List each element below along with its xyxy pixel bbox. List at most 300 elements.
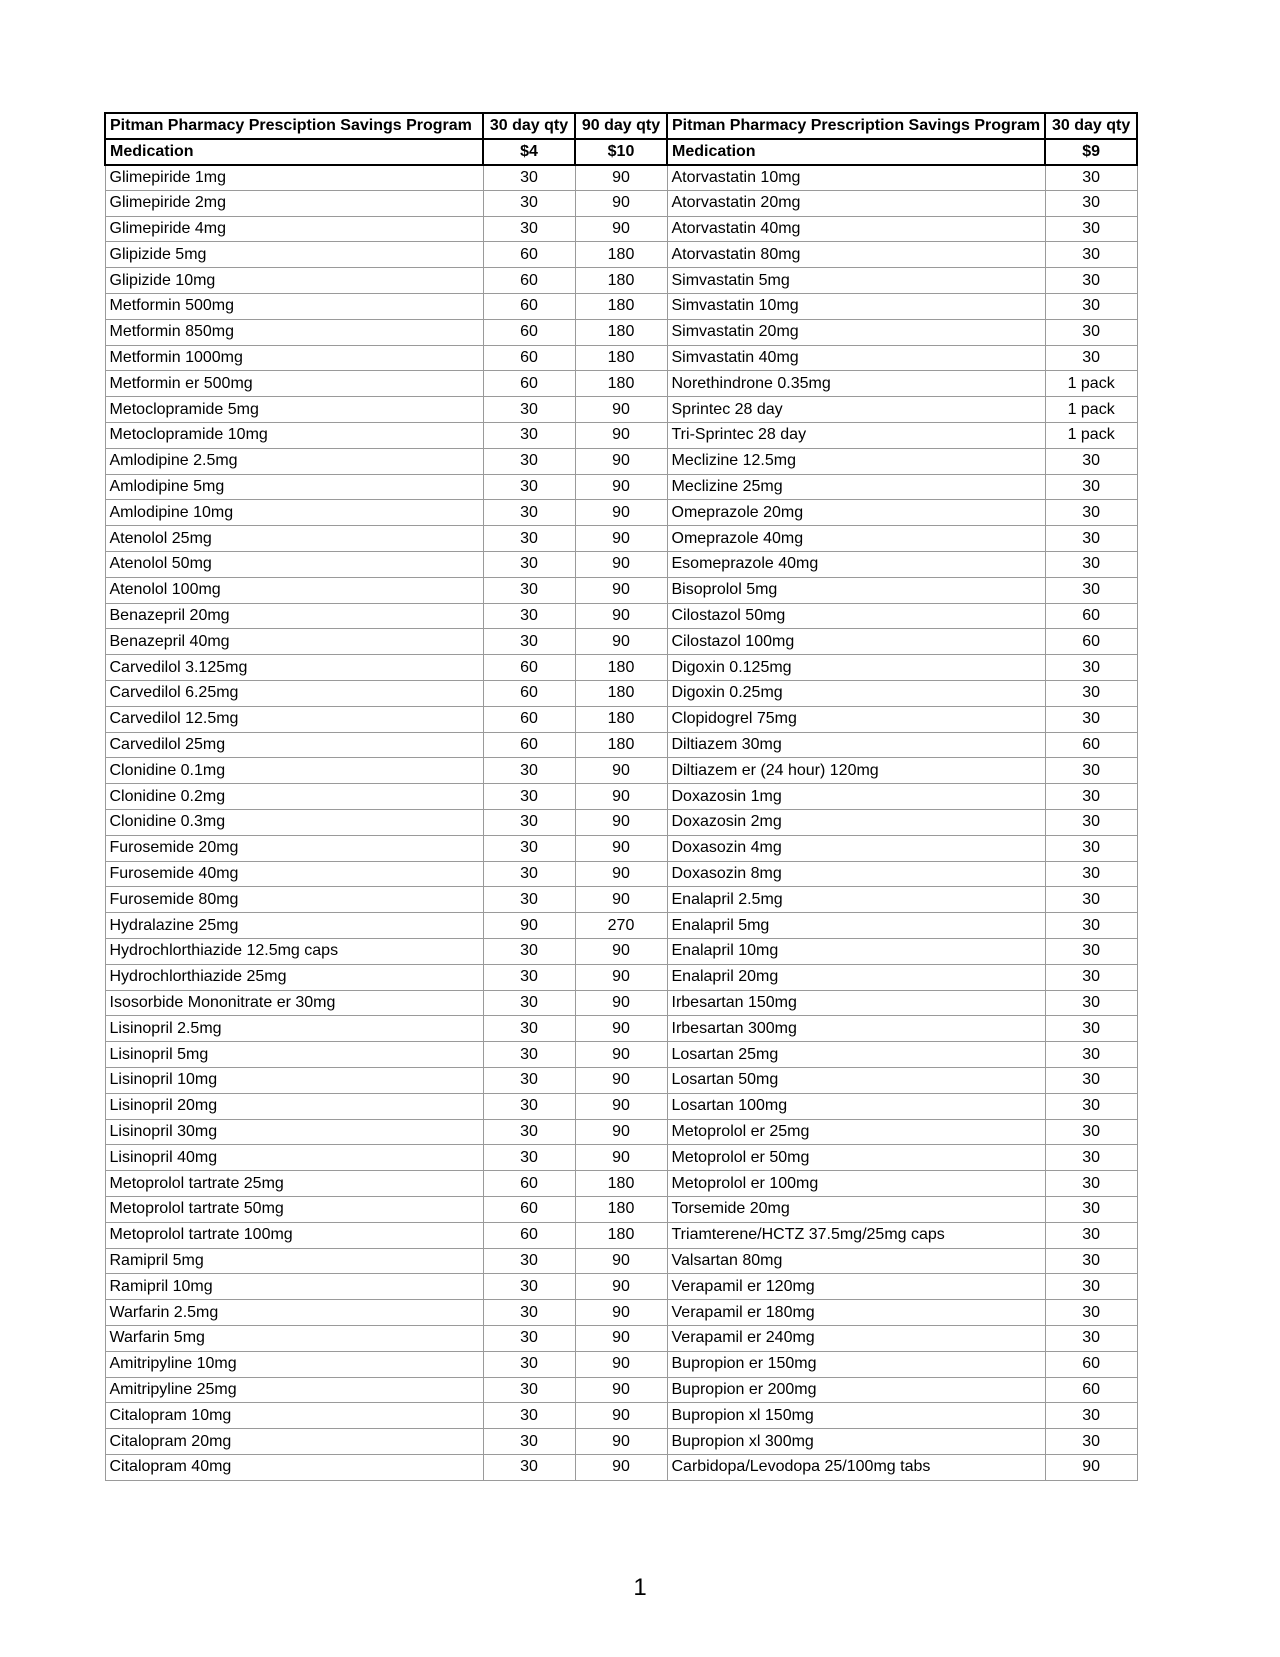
left-medication-name: Isosorbide Mononitrate er 30mg	[105, 990, 483, 1016]
table-row	[105, 294, 1137, 320]
left-30-day-qty: 30	[483, 1454, 575, 1480]
left-medication-name: Atenolol 50mg	[105, 552, 483, 578]
table-row	[105, 732, 1137, 758]
table-row	[105, 1222, 1137, 1248]
left-medication-name: Amlodipine 10mg	[105, 500, 483, 526]
right-30-day-qty: 60	[1045, 732, 1137, 758]
left-medication-name: Benazepril 20mg	[105, 603, 483, 629]
left-medication-name: Amlodipine 5mg	[105, 474, 483, 500]
left-90-day-price: $10	[575, 139, 667, 165]
right-30-day-qty: 30	[1045, 577, 1137, 603]
medication-table-body	[105, 113, 1137, 1480]
left-medication-name: Metformin er 500mg	[105, 371, 483, 397]
table-row	[105, 1300, 1137, 1326]
right-30-day-qty: 60	[1045, 629, 1137, 655]
right-30-day-qty: 30	[1045, 1171, 1137, 1197]
right-medication-name: Triamterene/HCTZ 37.5mg/25mg caps	[667, 1222, 1045, 1248]
table-row	[105, 1403, 1137, 1429]
right-medication-name: Clopidogrel 75mg	[667, 706, 1045, 732]
left-30-day-qty: 30	[483, 939, 575, 965]
right-medication-name: Bupropion xl 150mg	[667, 1403, 1045, 1429]
table-row	[105, 345, 1137, 371]
right-medication-name: Bupropion xl 300mg	[667, 1429, 1045, 1455]
right-program-title: Pitman Pharmacy Prescription Savings Program	[667, 113, 1045, 139]
right-30-day-qty: 30	[1045, 526, 1137, 552]
table-row	[105, 268, 1137, 294]
left-medication-name: Glipizide 10mg	[105, 268, 483, 294]
left-30-day-qty: 60	[483, 1196, 575, 1222]
left-program-title: Pitman Pharmacy Presciption Savings Program	[105, 113, 483, 139]
left-medication-name: Clonidine 0.2mg	[105, 784, 483, 810]
table-row	[105, 629, 1137, 655]
right-30-day-price: $9	[1045, 139, 1137, 165]
right-30-day-qty: 30	[1045, 835, 1137, 861]
left-90-day-qty: 90	[575, 1325, 667, 1351]
left-90-day-qty: 90	[575, 474, 667, 500]
left-30-day-qty: 30	[483, 190, 575, 216]
left-medication-name: Amlodipine 2.5mg	[105, 448, 483, 474]
left-90-day-qty: 180	[575, 732, 667, 758]
table-row	[105, 810, 1137, 836]
table-row	[105, 1454, 1137, 1480]
table-row	[105, 319, 1137, 345]
left-30-day-qty: 60	[483, 681, 575, 707]
right-30-day-qty: 30	[1045, 242, 1137, 268]
left-90-day-qty: 90	[575, 990, 667, 1016]
right-medication-name: Diltiazem er (24 hour) 120mg	[667, 758, 1045, 784]
right-medication-name: Losartan 50mg	[667, 1067, 1045, 1093]
price-header-row	[105, 139, 1137, 165]
left-90-day-qty: 90	[575, 887, 667, 913]
left-30-day-qty: 30	[483, 448, 575, 474]
table-row	[105, 242, 1137, 268]
left-30-day-qty: 30	[483, 1067, 575, 1093]
left-30-day-qty: 30	[483, 1119, 575, 1145]
left-medication-name: Lisinopril 20mg	[105, 1093, 483, 1119]
right-medication-name: Verapamil er 180mg	[667, 1300, 1045, 1326]
right-medication-name: Meclizine 12.5mg	[667, 448, 1045, 474]
table-row	[105, 1351, 1137, 1377]
left-30-day-qty: 30	[483, 784, 575, 810]
left-90-day-qty: 180	[575, 655, 667, 681]
right-medication-name: Atorvastatin 80mg	[667, 242, 1045, 268]
right-medication-name: Omeprazole 40mg	[667, 526, 1045, 552]
right-medication-name: Digoxin 0.125mg	[667, 655, 1045, 681]
right-medication-name: Simvastatin 5mg	[667, 268, 1045, 294]
left-90-day-qty: 90	[575, 500, 667, 526]
right-30-day-qty: 30	[1045, 1429, 1137, 1455]
left-30-day-qty: 30	[483, 423, 575, 449]
right-medication-name: Metoprolol er 100mg	[667, 1171, 1045, 1197]
table-row	[105, 474, 1137, 500]
right-30-day-qty: 30	[1045, 1042, 1137, 1068]
left-medication-name: Amitripyline 25mg	[105, 1377, 483, 1403]
left-90-day-qty: 180	[575, 706, 667, 732]
left-90-day-qty: 180	[575, 345, 667, 371]
right-medication-name: Diltiazem 30mg	[667, 732, 1045, 758]
left-90-day-qty: 270	[575, 913, 667, 939]
left-medication-name: Hydralazine 25mg	[105, 913, 483, 939]
right-medication-name: Verapamil er 120mg	[667, 1274, 1045, 1300]
left-30-day-qty: 60	[483, 706, 575, 732]
left-medication-name: Lisinopril 40mg	[105, 1145, 483, 1171]
left-30-day-qty-header: 30 day qty	[483, 113, 575, 139]
left-30-day-qty: 30	[483, 810, 575, 836]
table-row	[105, 552, 1137, 578]
right-30-day-qty: 30	[1045, 1119, 1137, 1145]
left-30-day-qty: 30	[483, 990, 575, 1016]
left-90-day-qty: 90	[575, 1093, 667, 1119]
right-medication-name: Doxasozin 4mg	[667, 835, 1045, 861]
right-30-day-qty: 30	[1045, 552, 1137, 578]
left-medication-name: Metformin 850mg	[105, 319, 483, 345]
left-30-day-qty: 60	[483, 319, 575, 345]
left-90-day-qty: 90	[575, 1119, 667, 1145]
left-90-day-qty: 90	[575, 810, 667, 836]
left-30-day-qty: 30	[483, 1093, 575, 1119]
left-30-day-qty: 30	[483, 887, 575, 913]
left-medication-name: Hydrochlorthiazide 25mg	[105, 964, 483, 990]
left-medication-header: Medication	[105, 139, 483, 165]
left-90-day-qty: 90	[575, 1300, 667, 1326]
right-30-day-qty: 30	[1045, 345, 1137, 371]
left-30-day-qty: 30	[483, 1248, 575, 1274]
right-medication-name: Losartan 100mg	[667, 1093, 1045, 1119]
right-30-day-qty: 60	[1045, 603, 1137, 629]
left-30-day-qty: 60	[483, 268, 575, 294]
left-medication-name: Metoprolol tartrate 50mg	[105, 1196, 483, 1222]
table-row	[105, 1042, 1137, 1068]
right-medication-name: Esomeprazole 40mg	[667, 552, 1045, 578]
left-90-day-qty: 180	[575, 1196, 667, 1222]
left-90-day-qty: 180	[575, 242, 667, 268]
left-90-day-qty: 90	[575, 1377, 667, 1403]
program-header-row	[105, 113, 1137, 139]
table-row	[105, 1274, 1137, 1300]
table-row	[105, 1067, 1137, 1093]
right-30-day-qty: 30	[1045, 1325, 1137, 1351]
table-row	[105, 1325, 1137, 1351]
right-30-day-qty: 30	[1045, 448, 1137, 474]
left-medication-name: Clonidine 0.1mg	[105, 758, 483, 784]
left-30-day-qty: 30	[483, 500, 575, 526]
left-medication-name: Metoprolol tartrate 25mg	[105, 1171, 483, 1197]
right-medication-name: Doxasozin 8mg	[667, 861, 1045, 887]
right-30-day-qty: 30	[1045, 1274, 1137, 1300]
left-30-day-qty: 60	[483, 1171, 575, 1197]
left-90-day-qty: 180	[575, 268, 667, 294]
left-90-day-qty: 90	[575, 1145, 667, 1171]
left-medication-name: Carvedilol 3.125mg	[105, 655, 483, 681]
table-row	[105, 784, 1137, 810]
left-medication-name: Metoclopramide 5mg	[105, 397, 483, 423]
left-30-day-qty: 30	[483, 577, 575, 603]
left-30-day-qty: 30	[483, 1016, 575, 1042]
left-90-day-qty: 90	[575, 1454, 667, 1480]
left-medication-name: Furosemide 20mg	[105, 835, 483, 861]
left-30-day-qty: 30	[483, 1351, 575, 1377]
left-90-day-qty: 180	[575, 319, 667, 345]
left-medication-name: Ramipril 5mg	[105, 1248, 483, 1274]
left-30-day-qty: 60	[483, 371, 575, 397]
left-90-day-qty: 90	[575, 603, 667, 629]
left-medication-name: Citalopram 10mg	[105, 1403, 483, 1429]
table-row	[105, 939, 1137, 965]
right-30-day-qty: 30	[1045, 655, 1137, 681]
left-30-day-qty: 30	[483, 397, 575, 423]
left-medication-name: Benazepril 40mg	[105, 629, 483, 655]
left-medication-name: Atenolol 100mg	[105, 577, 483, 603]
left-medication-name: Warfarin 5mg	[105, 1325, 483, 1351]
left-90-day-qty: 90	[575, 448, 667, 474]
right-30-day-qty: 30	[1045, 887, 1137, 913]
left-medication-name: Clonidine 0.3mg	[105, 810, 483, 836]
medication-price-table	[104, 112, 1138, 1481]
left-90-day-qty-header: 90 day qty	[575, 113, 667, 139]
left-90-day-qty: 90	[575, 1016, 667, 1042]
left-medication-name: Lisinopril 10mg	[105, 1067, 483, 1093]
table-row	[105, 1429, 1137, 1455]
left-30-day-qty: 30	[483, 1377, 575, 1403]
left-30-day-qty: 30	[483, 552, 575, 578]
right-medication-name: Omeprazole 20mg	[667, 500, 1045, 526]
right-medication-name: Atorvastatin 10mg	[667, 165, 1045, 191]
right-medication-name: Cilostazol 50mg	[667, 603, 1045, 629]
left-medication-name: Glimepiride 4mg	[105, 216, 483, 242]
page-number: 1	[633, 1574, 647, 1601]
left-30-day-qty: 60	[483, 655, 575, 681]
right-medication-name: Simvastatin 20mg	[667, 319, 1045, 345]
right-30-day-qty: 30	[1045, 1248, 1137, 1274]
left-medication-name: Ramipril 10mg	[105, 1274, 483, 1300]
left-30-day-qty: 30	[483, 1300, 575, 1326]
left-30-day-qty: 30	[483, 1042, 575, 1068]
left-90-day-qty: 90	[575, 526, 667, 552]
left-30-day-qty: 30	[483, 603, 575, 629]
right-30-day-qty: 30	[1045, 939, 1137, 965]
right-medication-name: Bupropion er 150mg	[667, 1351, 1045, 1377]
right-medication-name: Carbidopa/Levodopa 25/100mg tabs	[667, 1454, 1045, 1480]
right-30-day-qty: 30	[1045, 810, 1137, 836]
left-30-day-qty: 60	[483, 1222, 575, 1248]
left-90-day-qty: 90	[575, 552, 667, 578]
right-medication-name: Atorvastatin 20mg	[667, 190, 1045, 216]
left-30-day-qty: 60	[483, 294, 575, 320]
right-30-day-qty: 90	[1045, 1454, 1137, 1480]
right-medication-name: Enalapril 10mg	[667, 939, 1045, 965]
left-90-day-qty: 90	[575, 1248, 667, 1274]
table-row	[105, 526, 1137, 552]
left-90-day-qty: 90	[575, 165, 667, 191]
table-row	[105, 190, 1137, 216]
left-30-day-qty: 30	[483, 1325, 575, 1351]
left-90-day-qty: 90	[575, 1403, 667, 1429]
right-30-day-qty: 30	[1045, 913, 1137, 939]
right-30-day-qty: 30	[1045, 990, 1137, 1016]
left-90-day-qty: 90	[575, 1067, 667, 1093]
right-medication-name: Digoxin 0.25mg	[667, 681, 1045, 707]
right-medication-name: Metoprolol er 25mg	[667, 1119, 1045, 1145]
right-30-day-qty: 1 pack	[1045, 397, 1137, 423]
left-30-day-qty: 30	[483, 165, 575, 191]
table-row	[105, 423, 1137, 449]
right-30-day-qty: 30	[1045, 500, 1137, 526]
table-row	[105, 577, 1137, 603]
table-row	[105, 887, 1137, 913]
table-row	[105, 913, 1137, 939]
right-medication-name: Sprintec 28 day	[667, 397, 1045, 423]
left-30-day-qty: 30	[483, 526, 575, 552]
left-medication-name: Hydrochlorthiazide 12.5mg caps	[105, 939, 483, 965]
right-medication-name: Irbesartan 150mg	[667, 990, 1045, 1016]
left-90-day-qty: 180	[575, 294, 667, 320]
left-90-day-qty: 90	[575, 964, 667, 990]
right-medication-name: Bupropion er 200mg	[667, 1377, 1045, 1403]
left-30-day-qty: 30	[483, 861, 575, 887]
right-medication-name: Enalapril 2.5mg	[667, 887, 1045, 913]
table-row	[105, 990, 1137, 1016]
left-90-day-qty: 90	[575, 423, 667, 449]
left-30-day-qty: 60	[483, 732, 575, 758]
right-medication-name: Atorvastatin 40mg	[667, 216, 1045, 242]
table-row	[105, 165, 1137, 191]
right-30-day-qty: 1 pack	[1045, 423, 1137, 449]
left-30-day-qty: 90	[483, 913, 575, 939]
left-medication-name: Carvedilol 25mg	[105, 732, 483, 758]
left-medication-name: Lisinopril 5mg	[105, 1042, 483, 1068]
left-90-day-qty: 180	[575, 681, 667, 707]
left-30-day-qty: 60	[483, 345, 575, 371]
table-row	[105, 1093, 1137, 1119]
left-90-day-qty: 90	[575, 835, 667, 861]
table-row	[105, 216, 1137, 242]
left-30-day-qty: 30	[483, 216, 575, 242]
left-30-day-qty: 30	[483, 1429, 575, 1455]
left-medication-name: Glimepiride 2mg	[105, 190, 483, 216]
right-medication-name: Losartan 25mg	[667, 1042, 1045, 1068]
table-row	[105, 1016, 1137, 1042]
table-row	[105, 1119, 1137, 1145]
table-row	[105, 681, 1137, 707]
left-medication-name: Metformin 1000mg	[105, 345, 483, 371]
right-medication-name: Irbesartan 300mg	[667, 1016, 1045, 1042]
table-row	[105, 1196, 1137, 1222]
table-row	[105, 1377, 1137, 1403]
left-90-day-qty: 90	[575, 861, 667, 887]
right-30-day-qty: 30	[1045, 861, 1137, 887]
left-90-day-qty: 90	[575, 1042, 667, 1068]
table-row	[105, 500, 1137, 526]
right-30-day-qty: 30	[1045, 319, 1137, 345]
table-row	[105, 1171, 1137, 1197]
right-30-day-qty: 30	[1045, 474, 1137, 500]
table-row	[105, 706, 1137, 732]
left-medication-name: Metoclopramide 10mg	[105, 423, 483, 449]
left-30-day-qty: 30	[483, 629, 575, 655]
left-medication-name: Glimepiride 1mg	[105, 165, 483, 191]
right-medication-name: Tri-Sprintec 28 day	[667, 423, 1045, 449]
table-row	[105, 371, 1137, 397]
left-medication-name: Metformin 500mg	[105, 294, 483, 320]
right-medication-name: Metoprolol er 50mg	[667, 1145, 1045, 1171]
left-90-day-qty: 180	[575, 1222, 667, 1248]
left-30-day-qty: 30	[483, 1274, 575, 1300]
left-90-day-qty: 90	[575, 784, 667, 810]
left-medication-name: Carvedilol 12.5mg	[105, 706, 483, 732]
left-90-day-qty: 90	[575, 1351, 667, 1377]
left-30-day-price: $4	[483, 139, 575, 165]
left-90-day-qty: 90	[575, 939, 667, 965]
left-90-day-qty: 90	[575, 397, 667, 423]
left-30-day-qty: 30	[483, 1145, 575, 1171]
left-medication-name: Lisinopril 2.5mg	[105, 1016, 483, 1042]
left-medication-name: Carvedilol 6.25mg	[105, 681, 483, 707]
left-90-day-qty: 90	[575, 629, 667, 655]
right-30-day-qty: 30	[1045, 706, 1137, 732]
right-medication-name: Bisoprolol 5mg	[667, 577, 1045, 603]
right-30-day-qty: 30	[1045, 681, 1137, 707]
left-medication-name: Warfarin 2.5mg	[105, 1300, 483, 1326]
right-medication-name: Valsartan 80mg	[667, 1248, 1045, 1274]
left-medication-name: Citalopram 20mg	[105, 1429, 483, 1455]
table-row	[105, 861, 1137, 887]
left-medication-name: Furosemide 80mg	[105, 887, 483, 913]
right-30-day-qty: 30	[1045, 1067, 1137, 1093]
right-30-day-qty: 1 pack	[1045, 371, 1137, 397]
right-30-day-qty: 30	[1045, 1222, 1137, 1248]
left-90-day-qty: 90	[575, 1274, 667, 1300]
right-30-day-qty: 30	[1045, 1145, 1137, 1171]
left-medication-name: Furosemide 40mg	[105, 861, 483, 887]
left-medication-name: Atenolol 25mg	[105, 526, 483, 552]
table-row	[105, 603, 1137, 629]
left-medication-name: Metoprolol tartrate 100mg	[105, 1222, 483, 1248]
table-row	[105, 1248, 1137, 1274]
left-90-day-qty: 90	[575, 216, 667, 242]
right-30-day-qty: 30	[1045, 784, 1137, 810]
right-medication-name: Doxazosin 1mg	[667, 784, 1045, 810]
right-30-day-qty: 30	[1045, 964, 1137, 990]
right-30-day-qty: 60	[1045, 1351, 1137, 1377]
right-30-day-qty: 30	[1045, 268, 1137, 294]
right-30-day-qty: 30	[1045, 1196, 1137, 1222]
table-row	[105, 448, 1137, 474]
table-row	[105, 758, 1137, 784]
right-30-day-qty: 30	[1045, 758, 1137, 784]
left-30-day-qty: 30	[483, 964, 575, 990]
table-row	[105, 1145, 1137, 1171]
right-30-day-qty: 30	[1045, 1300, 1137, 1326]
right-30-day-qty: 30	[1045, 190, 1137, 216]
right-medication-name: Cilostazol 100mg	[667, 629, 1045, 655]
right-medication-header: Medication	[667, 139, 1045, 165]
left-90-day-qty: 90	[575, 577, 667, 603]
table-row	[105, 397, 1137, 423]
right-30-day-qty: 60	[1045, 1377, 1137, 1403]
table-row	[105, 964, 1137, 990]
left-medication-name: Citalopram 40mg	[105, 1454, 483, 1480]
left-90-day-qty: 90	[575, 758, 667, 784]
left-30-day-qty: 60	[483, 242, 575, 268]
right-30-day-qty: 30	[1045, 1093, 1137, 1119]
left-90-day-qty: 90	[575, 1429, 667, 1455]
right-medication-name: Simvastatin 10mg	[667, 294, 1045, 320]
right-medication-name: Torsemide 20mg	[667, 1196, 1045, 1222]
right-30-day-qty: 30	[1045, 1403, 1137, 1429]
right-30-day-qty: 30	[1045, 1016, 1137, 1042]
right-medication-name: Simvastatin 40mg	[667, 345, 1045, 371]
left-medication-name: Glipizide 5mg	[105, 242, 483, 268]
